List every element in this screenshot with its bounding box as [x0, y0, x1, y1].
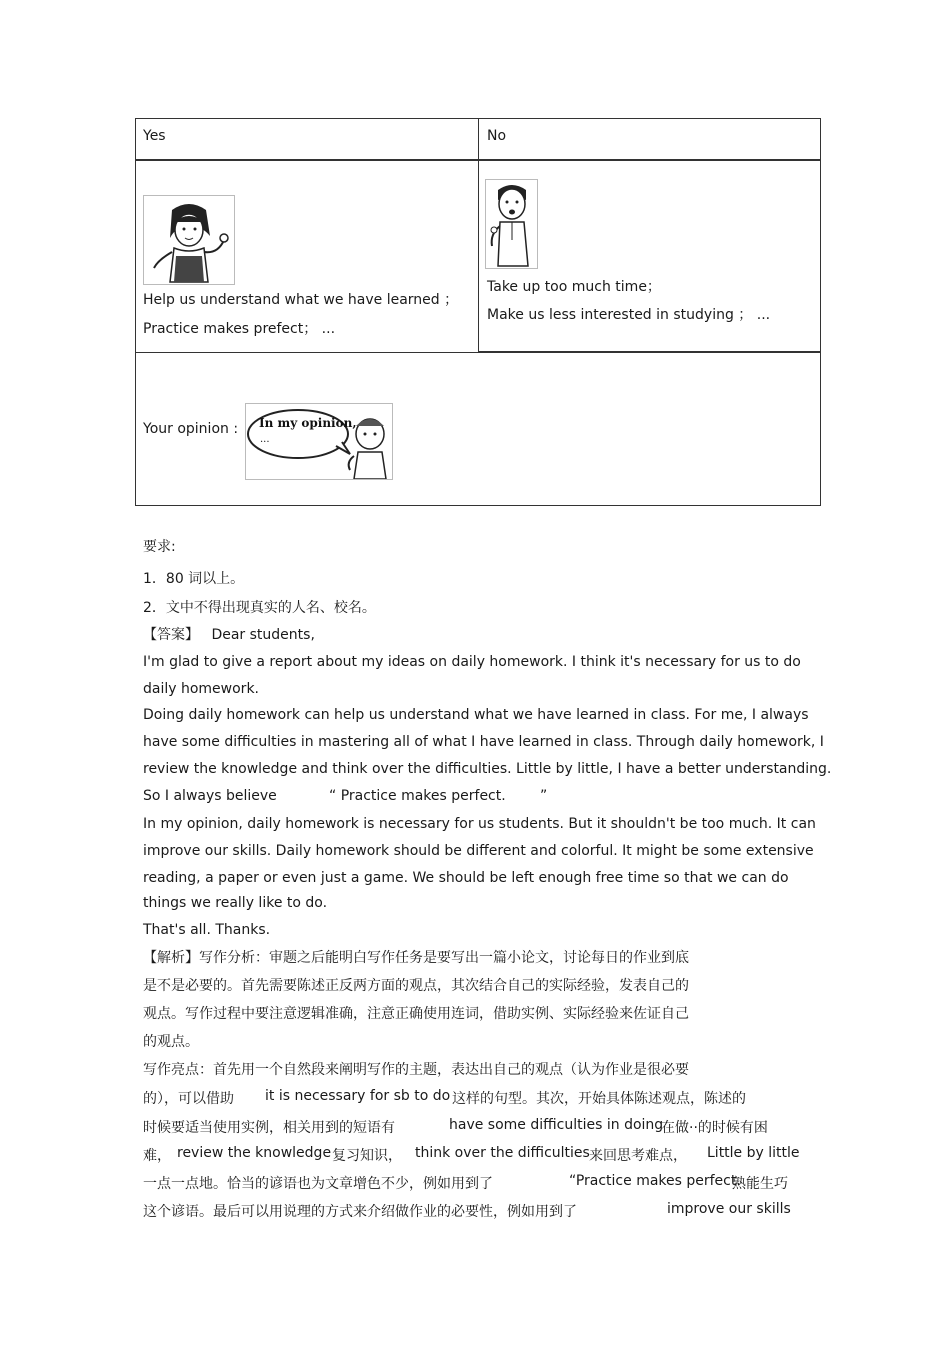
analysis-segment: 来回思考难点， — [589, 1148, 687, 1164]
analysis-segment: 这个谚语。最后可以用说理的方式来介绍做作业的必要性，例如用到了 — [143, 1204, 577, 1220]
requirements-heading: 要求: — [143, 539, 176, 555]
column-divider — [478, 119, 479, 159]
analysis-segment: 熟能生巧 — [732, 1176, 788, 1192]
answer-salutation: Dear students, — [211, 627, 315, 643]
analysis-line — [143, 1201, 823, 1221]
answer-line: daily homework. — [143, 681, 259, 697]
answer-line: review the knowledge and think over the difficulties. Little by little, I have a better understanding. — [143, 761, 832, 777]
analysis-segment: 在做··的时候有困 — [661, 1120, 768, 1136]
answer-line: have some difficulties in mastering all of what I have learned in class. Through daily homework, I — [143, 734, 824, 750]
analysis-line — [143, 1117, 823, 1137]
bubble-dots: ... — [260, 434, 270, 445]
answer-segment: ” — [540, 788, 548, 804]
yes-reason-2: Practice makes prefect； ... — [143, 321, 336, 337]
requirement-item-1: 1．80 词以上。 — [143, 571, 245, 587]
yes-reasons — [143, 286, 458, 344]
opinion-row — [135, 352, 821, 506]
no-reason-2: Make us less interested in studying ； ... — [487, 307, 771, 323]
yes-reason-1: Help us understand what we have learned ； — [143, 292, 459, 308]
answer-line: Doing daily homework can help us understand what we have learned in class. For me, I always — [143, 707, 809, 723]
analysis-line: 观点。写作过程中要注意逻辑准确，注意正确使用连词，借助实例、实际经验来佐证自己 — [143, 1006, 689, 1022]
analysis-line — [143, 1173, 823, 1193]
analysis-line: 写作亮点：首先用一个自然段来阐明写作的主题，表达出自己的观点（认为作业是很必要 — [143, 1062, 689, 1078]
answer-segment: So I always believe — [143, 788, 277, 804]
answer-line: improve our skills. Daily homework should be different and colorful. It might be some extensive — [143, 843, 814, 859]
answer-line: things we really like to do. — [143, 895, 328, 911]
answer-line: I'm glad to give a report about my ideas on daily homework. I think it's necessary for us to do — [143, 654, 801, 670]
answer-line: That's all. Thanks. — [143, 922, 271, 938]
analysis-segment: it is necessary for sb to do — [265, 1088, 451, 1104]
analysis-segment: review the knowledge — [177, 1145, 332, 1161]
opinion-illustration — [245, 403, 393, 480]
answer-header — [143, 624, 315, 644]
girl-illustration — [143, 195, 235, 285]
analysis-line: 是不是必要的。首先需要陈述正反两方面的观点，其次结合自己的实际经验，发表自己的 — [143, 978, 689, 994]
analysis-segment: 这样的句型。其次，开始具体陈述观点，陈述的 — [452, 1091, 746, 1107]
no-reasons — [487, 273, 770, 329]
answer-tag: 【答案】 — [143, 627, 199, 643]
analysis-segment: 复习知识， — [332, 1148, 402, 1164]
analysis-segment: 难， — [143, 1148, 171, 1164]
analysis-segment: think over the difficulties — [415, 1145, 590, 1161]
analysis-segment: 的），可以借助 — [143, 1091, 234, 1107]
analysis-segment: 时候要适当使用实例，相关用到的短语有 — [143, 1120, 395, 1136]
answer-line: reading, a paper or even just a game. We should be left enough free time so that we can do — [143, 870, 789, 886]
analysis-segment: “Practice makes perfect. — [569, 1173, 741, 1189]
analysis-line — [143, 1145, 823, 1165]
table-header-row — [135, 118, 821, 161]
column-divider — [478, 159, 479, 352]
answer-line: In my opinion, daily homework is necessary for us students. But it shouldn't be too much. It can — [143, 816, 816, 832]
requirement-item-2: 2．文中不得出现真实的人名、校名。 — [143, 600, 376, 616]
analysis-line: 的观点。 — [143, 1034, 199, 1050]
analysis-segment: Little by little — [707, 1145, 800, 1161]
answer-segment: “ Practice makes perfect. — [329, 788, 506, 804]
answer-line — [143, 788, 823, 804]
no-header: No — [487, 128, 507, 144]
analysis-line — [143, 1088, 823, 1108]
opinion-label: Your opinion : — [143, 421, 239, 437]
yes-header: Yes — [143, 128, 166, 144]
table-content-row — [135, 159, 821, 352]
analysis-segment: have some difficulties in doing — [449, 1117, 664, 1133]
analysis-line: 【解析】写作分析：审题之后能明白写作任务是要写出一篇小论文，讨论每日的作业到底 — [143, 950, 689, 966]
bubble-text: In my opinion, — [259, 416, 357, 430]
analysis-segment: 一点一点地。恰当的谚语也为文章增色不少，例如用到了 — [143, 1176, 493, 1192]
no-reason-1: Take up too much time； — [487, 279, 661, 295]
boy-illustration — [485, 179, 538, 269]
analysis-segment: improve our skills — [667, 1201, 791, 1217]
